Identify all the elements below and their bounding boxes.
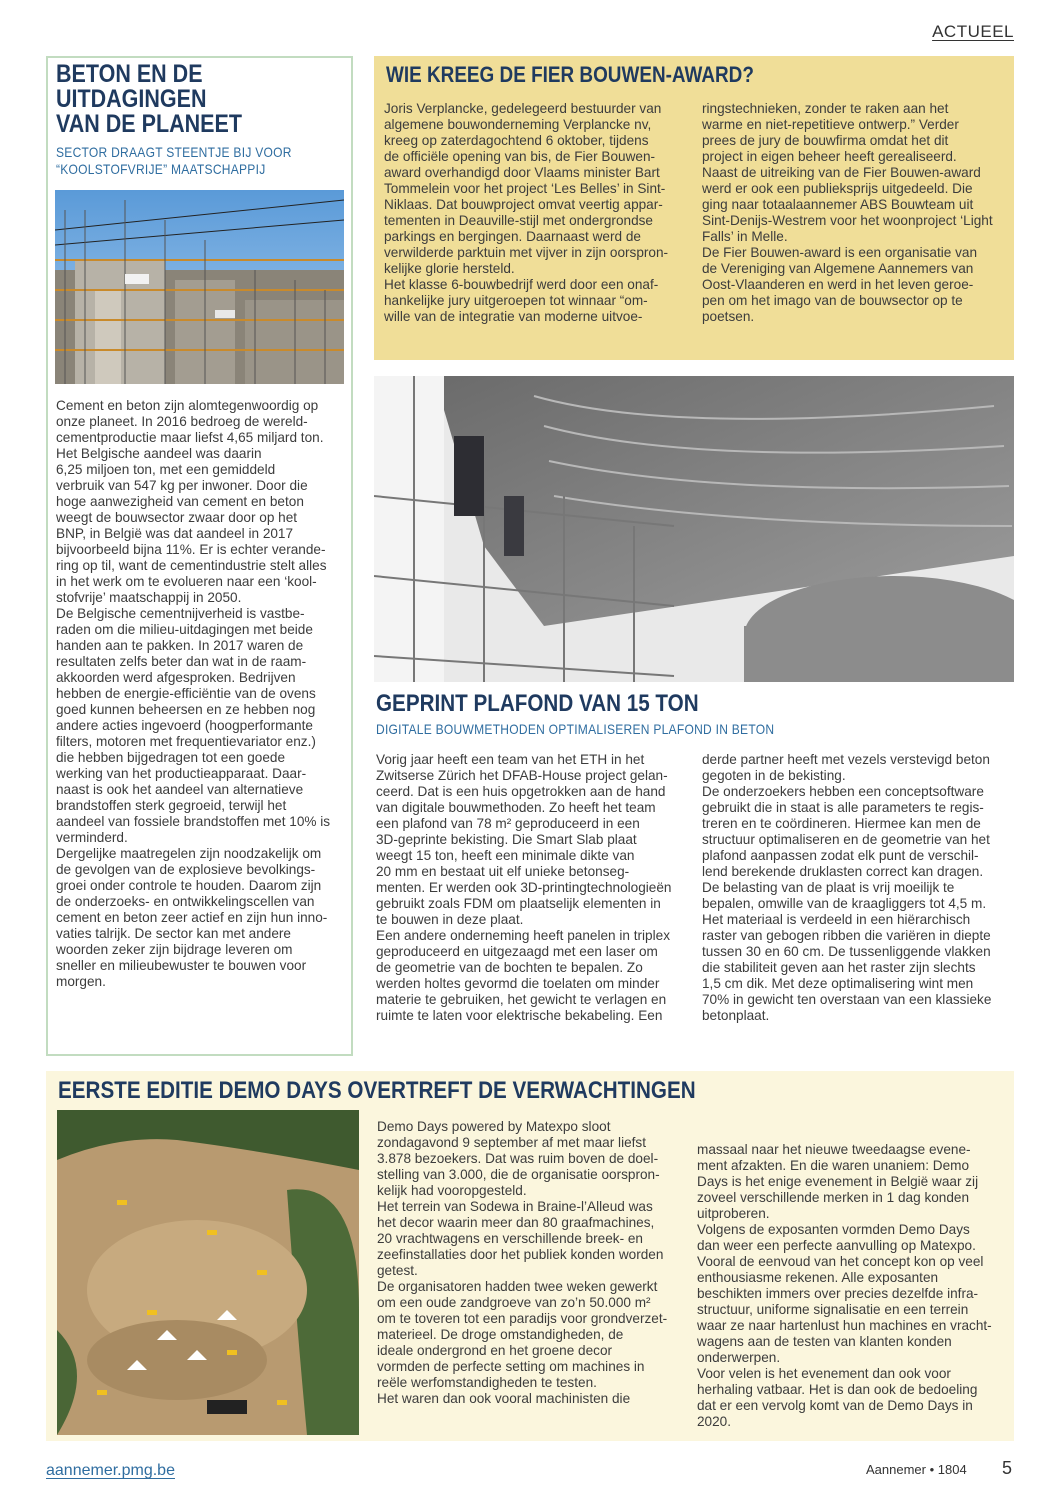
text-line: beschikten immers over precies dezelfde infra- <box>697 1286 979 1301</box>
text-line: akkoorden werd afgesproken. Bedrijven <box>56 670 296 685</box>
title-line: UITDAGINGEN <box>56 85 207 113</box>
text-line: BNP, in België was dat aandeel in 2017 <box>56 526 294 541</box>
text-line: 3.878 bezoekers. Dat was ruim boven de doel- <box>377 1151 659 1166</box>
left-article-title <box>56 62 242 137</box>
text-line: structuur optimaliseren en de geometrie van het <box>702 832 990 847</box>
text-line: lend berekende druklasten correct kan dragen. <box>702 864 984 879</box>
text-line: ment afzakten. En die waren unaniem: Demo <box>697 1158 970 1173</box>
text-line: tementen in Deauville-stijl met ondergrondse <box>384 213 653 228</box>
text-line: enthousiasme rekenen. Alle exposanten <box>697 1270 939 1285</box>
text-line: andere acties ingevoerd (hoogperformante <box>56 718 313 733</box>
text-line: gebruikt zoals FDM om plaatselijk elementen in <box>376 896 661 911</box>
text-line: Het waren dan ook vooral machinisten die <box>377 1391 631 1406</box>
text-line: Vooral de eenvoud van het concept kon op veel <box>697 1254 984 1269</box>
text-line: gebruikt die in staat is alle parameters te regis- <box>702 800 984 815</box>
text-line: te bouwen in deze plaat. <box>376 912 524 927</box>
text-line: zoveel verschillende merken in 1 dag konden <box>697 1190 970 1205</box>
text-line: tussen 30 en 60 cm. De tussenliggende vlakken <box>702 944 991 959</box>
text-line: ruimte te laten voor elektrische bekabeling. Een <box>376 1008 663 1023</box>
text-line: weegt 15 ton, heeft een minimale dikte van <box>376 848 635 863</box>
text-line: ringstechnieken, zonder te raken aan het <box>702 101 949 116</box>
text-line: warme en niet-repetitieve ontwerp.” Verder <box>702 117 959 132</box>
text-line: 20 mm en bestaat uit elf unieke betonseg- <box>376 864 630 879</box>
text-line: die stabiliteit geven aan het raster zijn slechts <box>702 960 976 975</box>
text-line: Joris Verplancke, gedelegeerd bestuurder van <box>384 101 662 116</box>
text-line: kelijke glorie hersteld. <box>384 261 515 276</box>
text-line: Niklaas. Dat bouwproject omvat veertig appar- <box>384 197 663 212</box>
text-line: Het materiaal is verdeeld in een hiërarchisch <box>702 912 971 927</box>
text-line: parkings en bergingen. Daarnaast werd de <box>384 229 641 244</box>
text-line: de officiële opening van bis, de Fier Bouwen- <box>384 149 656 164</box>
text-line: Tommelein voor het project ‘Les Belles’ in Sint- <box>384 181 666 196</box>
text-line: Demo Days powered by Matexpo sloot <box>377 1119 611 1134</box>
scaffolding-illustration <box>55 190 344 384</box>
text-line: treren en te coördineren. Hiermee kan men de <box>702 816 981 831</box>
text-line: vormden de perfecte setting om machines in <box>377 1359 645 1374</box>
text-line: dat er een vervolg komt van de Demo Days in <box>697 1398 973 1413</box>
text-line: sneller en milieubewuster te bouwen voor <box>56 958 307 973</box>
text-line: Zwitserse Zürich het DFAB-House project gelan- <box>376 768 668 783</box>
plafond-article-title: GEPRINT PLAFOND VAN 15 TON <box>376 690 699 717</box>
text-line: reële werfomstandigheden te testen. <box>377 1375 597 1390</box>
section-tag: ACTUEEL <box>932 22 1014 41</box>
subtitle-line: SECTOR DRAAGT STEENTJE BIJ VOOR <box>56 144 292 160</box>
text-line: 6,25 miljoen ton, met een gemiddeld <box>56 462 276 477</box>
text-line: De onderzoekers hebben een conceptsoftware <box>702 784 984 799</box>
text-line: poetsen. <box>702 309 755 324</box>
text-line: handen aan te pakken. In 2017 waren de <box>56 638 304 653</box>
text-line: resultaten zelfs beter dan wat in de raam- <box>56 654 307 669</box>
text-line: verbruik van 547 kg per inwoner. Door die <box>56 478 308 493</box>
text-line: wagens aan de testen van klanten konden <box>697 1334 952 1349</box>
text-line: structuur, uniforme signalisatie en een terrein <box>697 1302 969 1317</box>
text-line: 1,5 cm dik. Met deze optimalisering wint men <box>702 976 974 991</box>
page-number: 5 <box>1002 1458 1013 1478</box>
text-line: Het klasse 6-bouwbedrijf werd door een onaf- <box>384 277 659 292</box>
text-line: Sint-Denijs-Westrem voor het woonproject ‘Light <box>702 213 993 228</box>
award-column-1 <box>384 101 692 325</box>
text-line: Voor velen is het evenement dan ook voor <box>697 1366 951 1381</box>
text-line: het decor waarin meer dan 80 graafmachines, <box>377 1215 655 1230</box>
text-line: van digitale bouwmethoden. Zo heeft het team <box>376 800 656 815</box>
text-line: verwilderde parktuin met vijver in zijn oorspron- <box>384 245 669 260</box>
text-line: zeefinstallaties door het publiek konden worden <box>377 1247 664 1262</box>
text-line: aandeel van fossiele brandstoffen met 10% is <box>56 814 331 829</box>
text-line: Het terrein van Sodewa in Braine-l’Alleud was <box>377 1199 653 1214</box>
title-line: VAN DE PLANEET <box>56 110 242 138</box>
plafond-column-1 <box>376 752 688 1024</box>
text-line: Cement en beton zijn alomtegenwoordig op <box>56 398 319 413</box>
text-line: uitproberen. <box>697 1206 770 1221</box>
text-line: project in eigen beheer heeft gerealiseerd. <box>702 149 957 164</box>
left-article-body <box>56 398 348 990</box>
text-line: menten. Er werden ook 3D-printingtechnologieën <box>376 880 672 895</box>
text-line: brandstoffen sterk gegroeid, terwijl het <box>56 798 287 813</box>
text-line: om te toveren tot een paradijs voor grondverzet- <box>377 1311 668 1326</box>
text-line: wille van de integratie van moderne uitvoe- <box>384 309 643 324</box>
footer-url-link[interactable]: aannemer.pmg.be <box>46 1462 175 1479</box>
text-line: materieel. De droge omstandigheden, de <box>377 1327 624 1342</box>
text-line: 3D-geprinte bekisting. Die Smart Slab plaat <box>376 832 637 847</box>
text-line: Het Belgische aandeel was daarin <box>56 446 262 461</box>
text-line: cementproductie maar liefst 4,65 miljard ton. <box>56 430 324 445</box>
text-line: Oost-Vlaanderen en werd in het leven geroe- <box>702 277 974 292</box>
text-line: ging naar totaalaannemer ABS Bouwteam uit <box>702 197 974 212</box>
text-line: werden holtes gevormd die toelaten om minder <box>376 976 660 991</box>
text-line: massaal naar het nieuwe tweedaagse evene- <box>697 1142 971 1157</box>
ceiling-illustration <box>374 376 1014 682</box>
text-line: ceerd. Dat is een huis opgetrokken aan de hand <box>376 784 666 799</box>
text-line: onderwerpen. <box>697 1350 781 1365</box>
text-line: onze planeet. In 2016 bedroeg de wereld- <box>56 414 308 429</box>
text-line: groei onder controle te houden. Daarom zijn <box>56 878 322 893</box>
title-line: BETON EN DE <box>56 60 203 88</box>
demo-days-aerial-photo <box>57 1110 359 1435</box>
text-line: derde partner heeft met vezels verstevigd beton <box>702 752 990 767</box>
text-line: bepalen, omwille van de kraagliggers tot 4,5 m. <box>702 896 987 911</box>
text-line: woorden zeker zijn bijdrage leveren om <box>56 942 293 957</box>
text-line: betonplaat. <box>702 1008 770 1023</box>
text-line: getest. <box>377 1263 418 1278</box>
text-line: De organisatoren hadden twee weken gewerkt <box>377 1279 658 1294</box>
text-line: goed kunnen beheersen en ze hebben nog <box>56 702 316 717</box>
text-line: zondagavond 9 september af met maar liefst <box>377 1135 647 1150</box>
text-line: stofvrije’ maatschappij in 2050. <box>56 590 242 605</box>
text-line: de geometrie van de bochten te bepalen. Zo <box>376 960 643 975</box>
text-line: vaties talrijk. De sector kan met andere <box>56 926 291 941</box>
text-line: De Belgische cementnijverheid is vastbe- <box>56 606 305 621</box>
text-line: 20 vrachtwagens en verschillende breek- en <box>377 1231 643 1246</box>
demo-column-2 <box>697 1142 1009 1430</box>
text-line: hebben de energie-efficiëntie van de ovens <box>56 686 316 701</box>
text-line: plafond aanpassen zodat elk punt de verschil- <box>702 848 979 863</box>
text-line: kelijk had vooropgesteld. <box>377 1183 527 1198</box>
construction-site-photo <box>55 190 344 384</box>
text-line: award overhandigd door Vlaams minister Bart <box>384 165 660 180</box>
text-line: herhaling vatbaar. Het is dan ook de bedoeling <box>697 1382 978 1397</box>
plafond-article-subtitle: DIGITALE BOUWMETHODEN OPTIMALISEREN PLAFOND IN BETON <box>376 721 775 737</box>
text-line: prees de jury de bouwfirma omdat het dit <box>702 133 949 148</box>
text-line: raster van gebogen ribben die variëren in diepte <box>702 928 991 943</box>
demo-column-1 <box>377 1119 689 1407</box>
text-line: om een oude zandgroeve van zo’n 50.000 m² <box>377 1295 651 1310</box>
text-line: die hebben bijgedragen tot een goede <box>56 750 286 765</box>
text-line: hankelijke jury uitgeroepen tot winnaar “om- <box>384 293 648 308</box>
text-line: stelling van 3.000, die de organisatie oorspron- <box>377 1167 660 1182</box>
text-line: naast is ook het aandeel van alternatieve <box>56 782 304 797</box>
text-line: kreeg op zaterdagochtend 6 oktober, tijdens <box>384 133 649 148</box>
text-line: Days is het enige evenement in België waar zij <box>697 1174 979 1189</box>
text-line: morgen. <box>56 974 106 989</box>
text-line: een plafond van 78 m² geproduceerd in een <box>376 816 640 831</box>
text-line: waar ze naar hartenlust hun machines en vracht- <box>697 1318 992 1333</box>
text-line: de gevolgen van de explosieve bevolkings- <box>56 862 316 877</box>
footer-magazine-issue: Aannemer • 1804 <box>866 1462 967 1477</box>
text-line: ring op til, want de cementindustrie stelt alles <box>56 558 327 573</box>
subtitle-line: “KOOLSTOFVRIJE” MAATSCHAPPIJ <box>56 161 266 177</box>
text-line: 70% in gewicht ten overstaan van een klassieke <box>702 992 992 1007</box>
text-line: 2020. <box>697 1414 732 1429</box>
text-line: filters, motoren met frequentievariator enz.) <box>56 734 316 749</box>
text-line: werking van het productieapparaat. Daar- <box>56 766 307 781</box>
text-line: hoge aanwezigheid van cement en beton <box>56 494 304 509</box>
text-line: raden om die milieu-uitdagingen met beide <box>56 622 313 637</box>
plafond-column-2 <box>702 752 1014 1024</box>
text-line: Falls’ in Melle. <box>702 229 788 244</box>
text-line: de onderzoeks- en ontwikkelingscellen van <box>56 894 315 909</box>
text-line: Naast de uitreiking van de Fier Bouwen-award <box>702 165 981 180</box>
left-article-subtitle <box>56 144 292 178</box>
text-line: gegoten in de bekisting. <box>702 768 846 783</box>
text-line: ideale ondergrond en het groene decor <box>377 1343 613 1358</box>
text-line: werd er ook een publieksprijs uitgedeeld. Die <box>702 181 973 196</box>
text-line: Dergelijke maatregelen zijn noodzakelijk om <box>56 846 322 861</box>
text-line: de Vereniging van Algemene Aannemers van <box>702 261 974 276</box>
text-line: geproduceerd en uitgezaagd met een laser om <box>376 944 658 959</box>
text-line: Vorig jaar heeft een team van het ETH in het <box>376 752 645 767</box>
text-line: Een andere onderneming heeft panelen in triplex <box>376 928 670 943</box>
text-line: cement en beton zeer actief en zijn hun inno- <box>56 910 328 925</box>
text-line: in het werk om te evolueren naar een ‘kool- <box>56 574 317 589</box>
text-line: pen om het imago van de bouwsector op te <box>702 293 963 308</box>
text-line: Volgens de exposanten vormden Demo Days <box>697 1222 970 1237</box>
text-line: verminderd. <box>56 830 128 845</box>
text-line: bijvoorbeeld bijna 11%. Er is echter verande- <box>56 542 326 557</box>
printed-ceiling-photo <box>374 376 1014 682</box>
text-line: materie te gebruiken, het gewicht te verlagen en <box>376 992 667 1007</box>
text-line: algemene bouwonderneming Verplancke nv, <box>384 117 652 132</box>
text-line: weegt de bouwsector zwaar door op het <box>56 510 298 525</box>
quarry-illustration <box>57 1110 359 1435</box>
demo-article-title: EERSTE EDITIE DEMO DAYS OVERTREFT DE VERWACHTINGEN <box>58 1077 696 1104</box>
award-article-title: WIE KREEG DE FIER BOUWEN-AWARD? <box>386 62 754 87</box>
text-line: dan weer een perfecte aanvulling op Matexpo. <box>697 1238 976 1253</box>
text-line: De belasting van de plaat is vrij moeilijk te <box>702 880 955 895</box>
text-line: De Fier Bouwen-award is een organisatie van <box>702 245 978 260</box>
award-column-2 <box>702 101 1008 325</box>
